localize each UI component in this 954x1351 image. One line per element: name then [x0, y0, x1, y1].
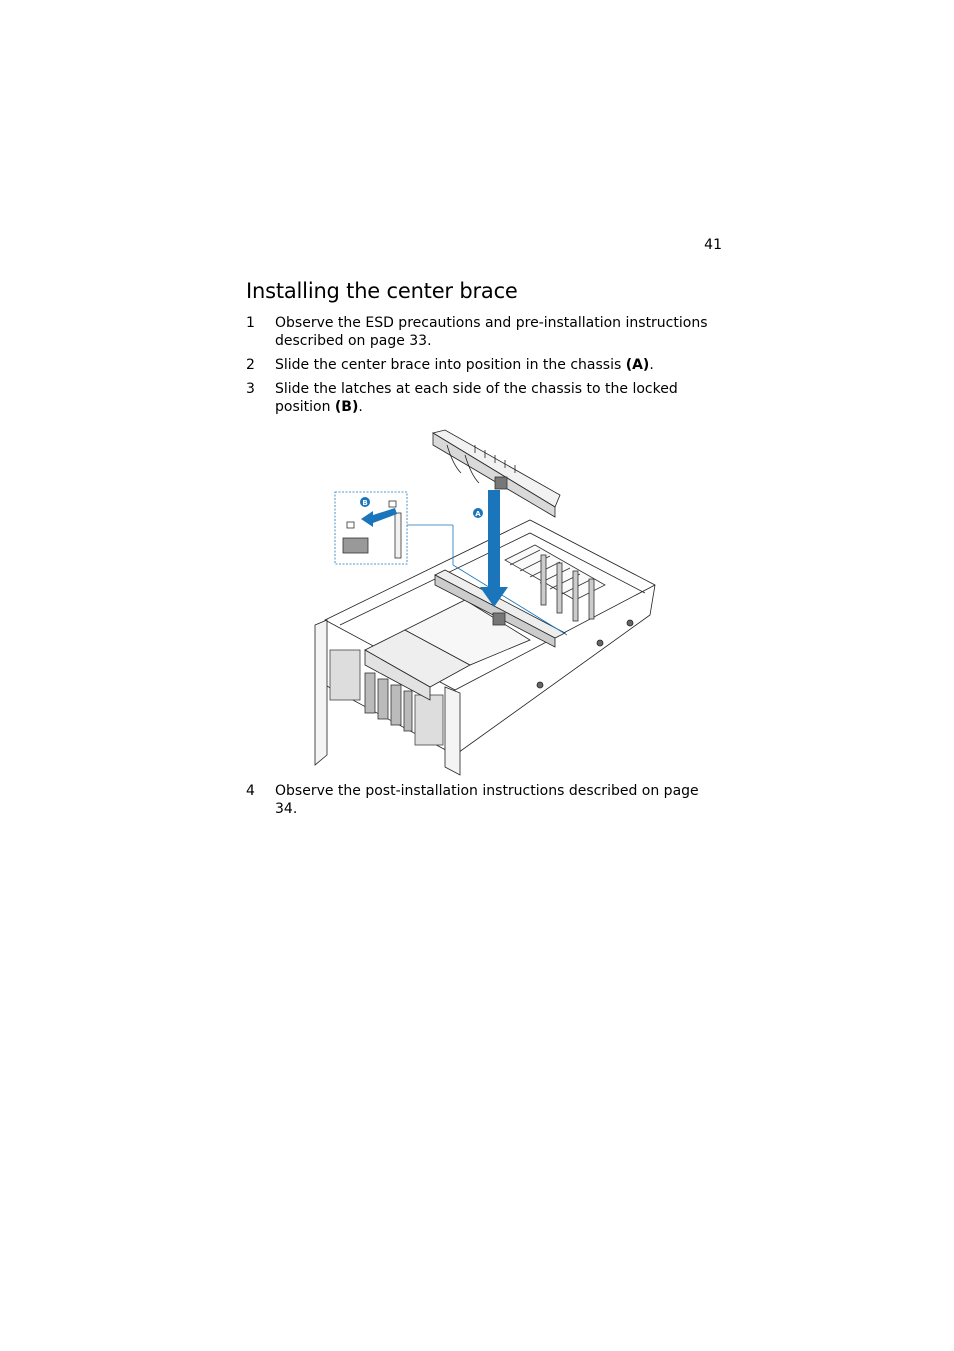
callout-a-ref: (A)	[625, 357, 650, 373]
step-number: 4	[246, 783, 255, 799]
step-text: Observe the post-installation instructions described on page 34.	[275, 783, 699, 817]
center-brace-illustration	[305, 425, 665, 780]
step-text: Slide the latches at each side of the chassis to the locked position (B).	[275, 381, 678, 415]
step-text: Observe the ESD precautions and pre-installation instructions described on page 33.	[275, 315, 708, 349]
step-text: Slide the center brace into position in the chassis (A).	[275, 357, 654, 373]
section-title: Installing the center brace	[246, 279, 518, 303]
page-number: 41	[704, 237, 722, 253]
step-number: 2	[246, 357, 255, 373]
callout-b-label: B	[362, 499, 368, 507]
locked-icon	[347, 522, 354, 528]
step-number: 1	[246, 315, 255, 331]
step-number: 3	[246, 381, 255, 397]
callout-b-ref: (B)	[334, 399, 359, 415]
unlocked-icon	[389, 501, 396, 507]
callout-a-label: A	[475, 510, 481, 518]
